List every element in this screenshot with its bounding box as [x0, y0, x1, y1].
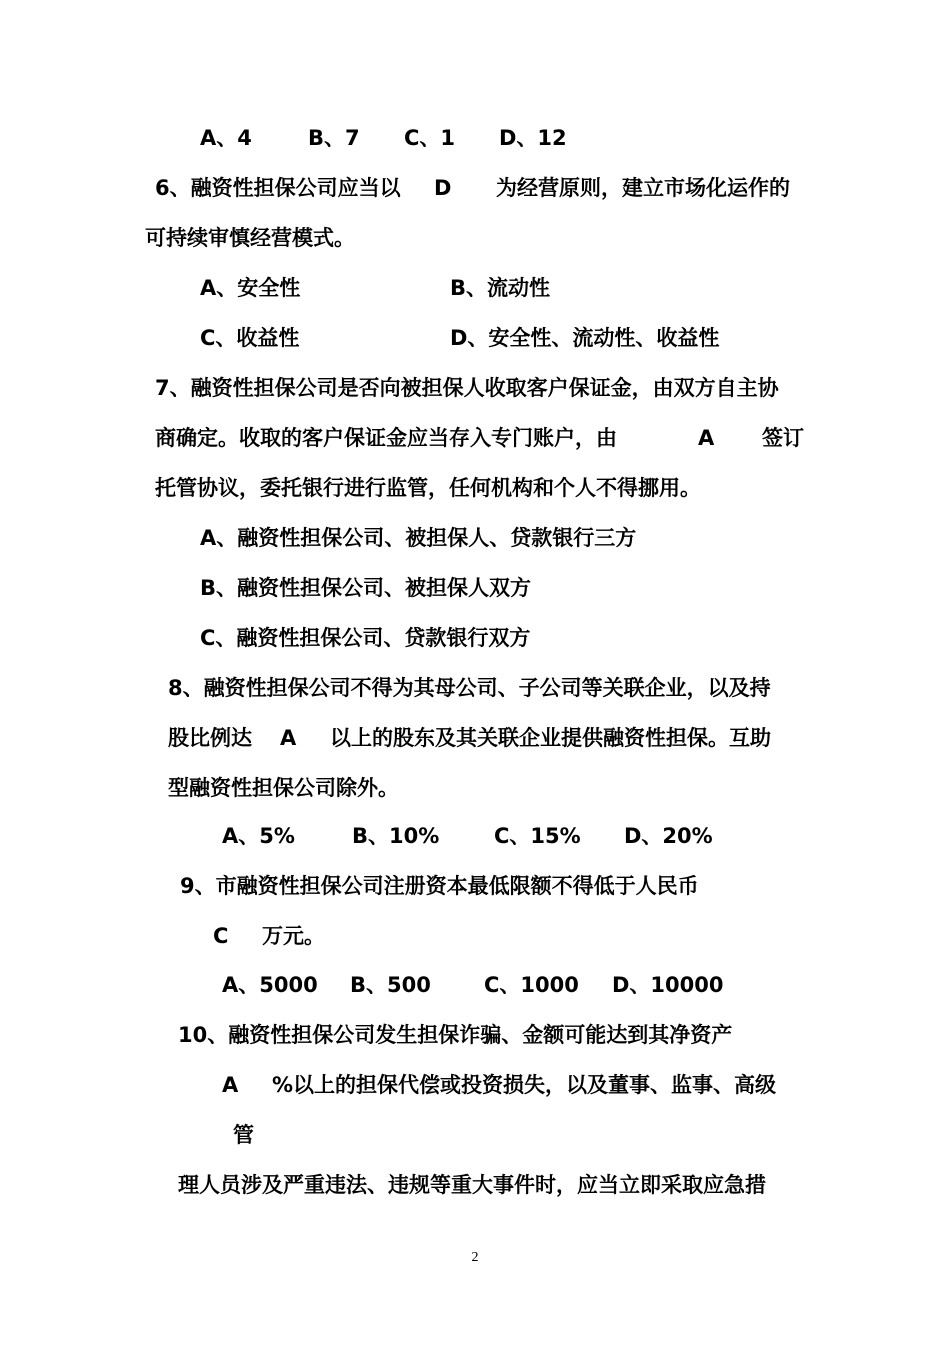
- answer-letter: C: [213, 924, 229, 948]
- answer-letter: A: [698, 426, 715, 450]
- option-c: C、15%: [494, 824, 581, 848]
- option-b: B、流动性: [450, 276, 551, 300]
- option-c: C、1: [404, 126, 456, 150]
- option-b: B、融资性担保公司、被担保人双方: [200, 576, 532, 600]
- question-text: 理人员涉及严重违法、违规等重大事件时，应当立即采取应急措: [178, 1173, 766, 1197]
- option-a: A、融资性担保公司、被担保人、贷款银行三方: [200, 526, 637, 550]
- option-a: A、5%: [222, 824, 295, 848]
- option-d: D、安全性、流动性、收益性: [450, 326, 720, 350]
- question-text: %以上的担保代偿或投资损失，以及董事、监事、高级: [272, 1073, 777, 1097]
- answer-letter: A: [222, 1073, 239, 1097]
- option-a: A、安全性: [200, 276, 301, 300]
- option-c: C、1000: [484, 973, 579, 997]
- question-text: 可持续审慎经营模式。: [145, 226, 355, 250]
- option-c: C、收益性: [200, 326, 300, 350]
- question-text: 型融资性担保公司除外。: [168, 776, 399, 800]
- question-text: 管: [233, 1123, 254, 1147]
- question-text: 10、融资性担保公司发生担保诈骗、金额可能达到其净资产: [178, 1023, 733, 1047]
- question-text: 以上的股东及其关联企业提供融资性担保。互助: [330, 726, 771, 750]
- page-number: 2: [471, 1250, 479, 1265]
- question-text: 8、融资性担保公司不得为其母公司、子公司等关联企业，以及持: [168, 676, 771, 700]
- question-text: 9、市融资性担保公司注册资本最低限额不得低于人民币: [180, 874, 699, 898]
- answer-letter: D: [434, 176, 452, 200]
- question-text: 为经营原则，建立市场化运作的: [496, 176, 790, 200]
- option-d: D、20%: [624, 824, 713, 848]
- option-a: A、5000: [222, 973, 318, 997]
- option-a: A、4: [200, 126, 252, 150]
- question-text: 签订: [762, 426, 804, 450]
- option-b: B、500: [350, 973, 431, 997]
- option-d: D、10000: [612, 973, 724, 997]
- question-text: 股比例达: [168, 726, 252, 750]
- question-text: 万元。: [262, 924, 325, 948]
- option-d: D、12: [499, 126, 567, 150]
- question-text: 商确定。收取的客户保证金应当存入专门账户，由: [155, 426, 617, 450]
- question-text: 7、融资性担保公司是否向被担保人收取客户保证金，由双方自主协: [155, 376, 779, 400]
- answer-letter: A: [280, 726, 297, 750]
- option-c: C、融资性担保公司、贷款银行双方: [200, 626, 531, 650]
- question-text: 托管协议，委托银行进行监管，任何机构和个人不得挪用。: [155, 476, 701, 500]
- question-text: 6、融资性担保公司应当以: [155, 176, 401, 200]
- option-b: B、10%: [352, 824, 440, 848]
- option-b: B、7: [308, 126, 360, 150]
